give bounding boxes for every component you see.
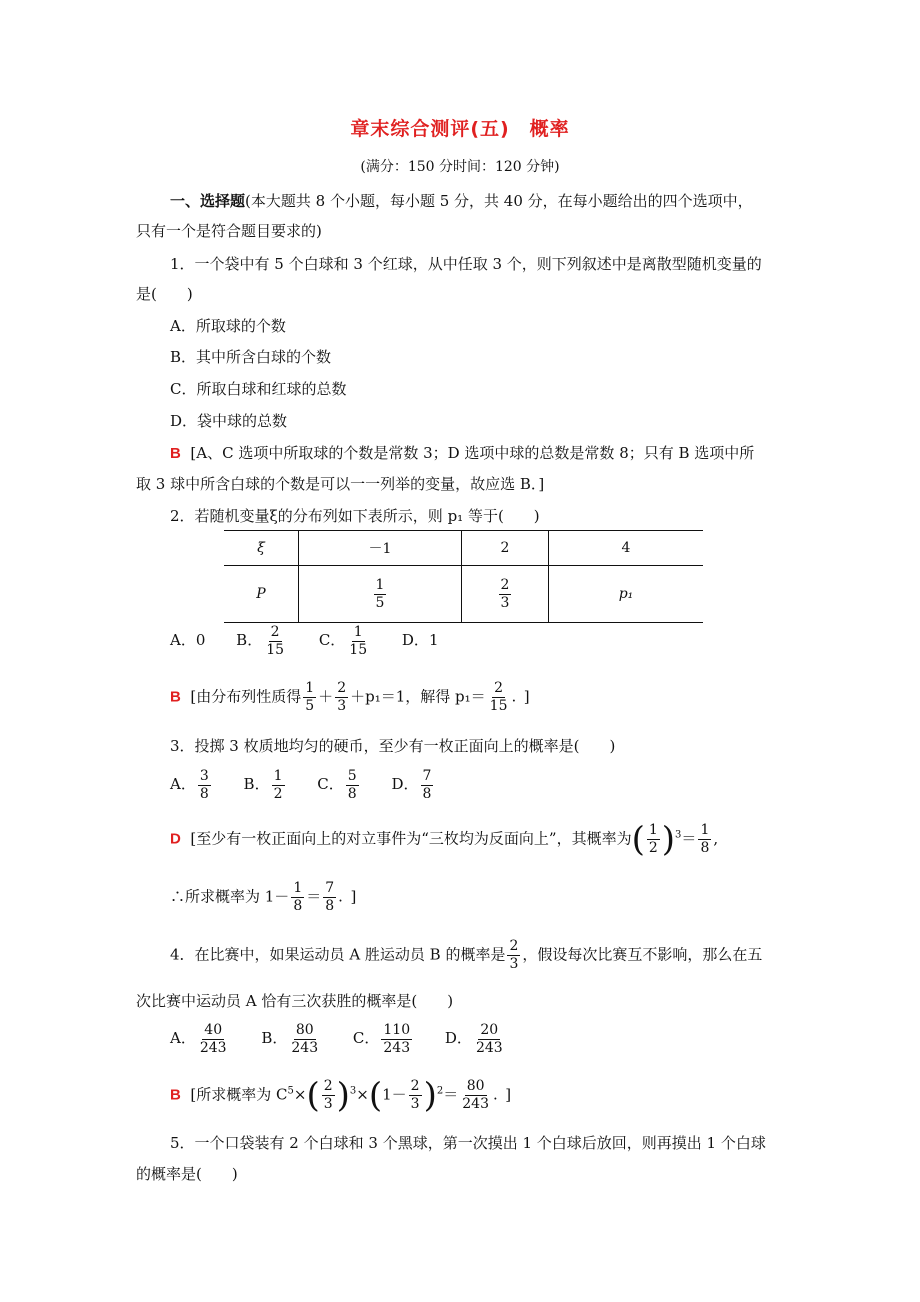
q3-options: [170, 768, 461, 803]
distribution-table: [224, 530, 703, 623]
question-2-stem: 2．若随机变量ξ的分布列如下表所示，则 p₁ 等于( ): [170, 507, 540, 525]
table-header-2: 2: [462, 531, 549, 566]
q1-option-b: B．其中所含白球的个数: [170, 348, 332, 366]
q2-answer: B: [170, 688, 181, 706]
q1-option-d: D．袋中球的总数: [170, 412, 288, 430]
q2-option-a: A．0: [170, 631, 206, 650]
q4-options: [170, 1022, 533, 1057]
table-header-3: 4: [549, 531, 704, 566]
q1-option-a: A．所取球的个数: [170, 317, 286, 335]
table-prob-3: p₁: [618, 586, 634, 602]
q1-explanation: B [A、C 选项中所取球的个数是常数 3；D 选项中球的总数是常数 8；只有 B 选项中所: [170, 444, 755, 462]
question-1-stem-line2: 是( ): [136, 285, 193, 303]
section-intro-line2: 只有一个是符合题目要求的): [136, 222, 322, 240]
q4-explanation: B [所求概率为 $C^5\times$( $\frac{2}{3}$ )$^3$×(1－ $\frac{2}{3}$ )$^2$＝ $\frac{80}{243}$ . ]: [170, 1075, 512, 1116]
q2-explanation: B [由分布列性质得 $\frac{1}{5}$ ＋ $\frac{2}{3}$ ＋p₁＝1，解得 p₁＝ $\frac{2}{15}$ . ]: [170, 680, 530, 714]
section-intro: 一、选择题(本大题共 8 个小题，每小题 5 分，共 40 分，在每小题给出的四个选项中，: [170, 192, 753, 210]
question-5-stem-line2: 的概率是( ): [136, 1165, 238, 1183]
q3-option-c: C． $\frac{5}{8}$: [317, 768, 357, 802]
q3-option-b: B． $\frac{1}{2}$: [243, 768, 283, 802]
page-title: 章末综合测评(五) 概率: [350, 118, 570, 140]
q4-option-c: C． $\frac{110}{243}$: [352, 1022, 411, 1056]
q2-option-b: B． $\frac{2}{15}$: [236, 624, 285, 658]
q1-answer: B: [170, 445, 181, 462]
question-4-stem: 4．在比赛中，如果运动员 A 胜运动员 B 的概率是 $\frac{2}{3}$ ，假设每次比赛互不影响，那么在五: [170, 938, 763, 972]
section-heading: 一、选择题: [170, 192, 246, 210]
q4-option-d: D． $\frac{20}{243}$: [444, 1022, 503, 1056]
q2-options: [170, 624, 464, 659]
question-3-stem: 3．投掷 3 枚质地均匀的硬币，至少有一枚正面向上的概率是( ): [170, 737, 616, 755]
q3-explanation: D [至少有一枚正面向上的对立事件为“三枚均为反面向上”，其概率为( $\frac{1}{2}$ )$^3$＝ $\frac{1}{8}$ ,: [170, 819, 719, 860]
q3-answer: D: [170, 830, 181, 848]
table-header-xi: ξ: [257, 540, 265, 556]
table-prob-1: $\frac{1}{5}$: [375, 576, 385, 611]
table-row-label: P: [256, 586, 266, 602]
q1-explanation-line2: 取 3 球中所含白球的个数是可以一一列举的变量，故应选 B．]: [136, 475, 545, 493]
q3-option-a: A． $\frac{3}{8}$: [170, 768, 209, 802]
q3-explanation-line2: ∴所求概率为 1－ $\frac{1}{8}$ ＝ $\frac{7}{8}$ . ]: [170, 880, 357, 914]
q4-answer: B: [170, 1086, 181, 1104]
q4-option-a: A． $\frac{40}{243}$: [170, 1022, 227, 1056]
table-prob-2: $\frac{2}{3}$: [500, 576, 510, 611]
exam-info: (满分：150 分时间：120 分钟): [360, 159, 560, 175]
q3-option-d: D． $\frac{7}{8}$: [391, 768, 432, 802]
q2-option-c: C． $\frac{1}{15}$: [318, 624, 368, 658]
table-header-1: －1: [299, 531, 462, 566]
q4-option-b: B． $\frac{80}{243}$: [261, 1022, 319, 1056]
question-5-stem: 5．一个口袋装有 2 个白球和 3 个黑球，第一次摸出 1 个白球后放回，则再摸出 1 个白球: [170, 1134, 766, 1152]
question-4-stem-line2: 次比赛中运动员 A 恰有三次获胜的概率是( ): [136, 992, 454, 1010]
question-1-stem: 1．一个袋中有 5 个白球和 3 个红球，从中任取 3 个，则下列叙述中是离散型随机变量的: [170, 255, 762, 273]
q2-option-d: D．1: [401, 631, 439, 650]
q1-option-c: C．所取白球和红球的总数: [170, 380, 347, 398]
